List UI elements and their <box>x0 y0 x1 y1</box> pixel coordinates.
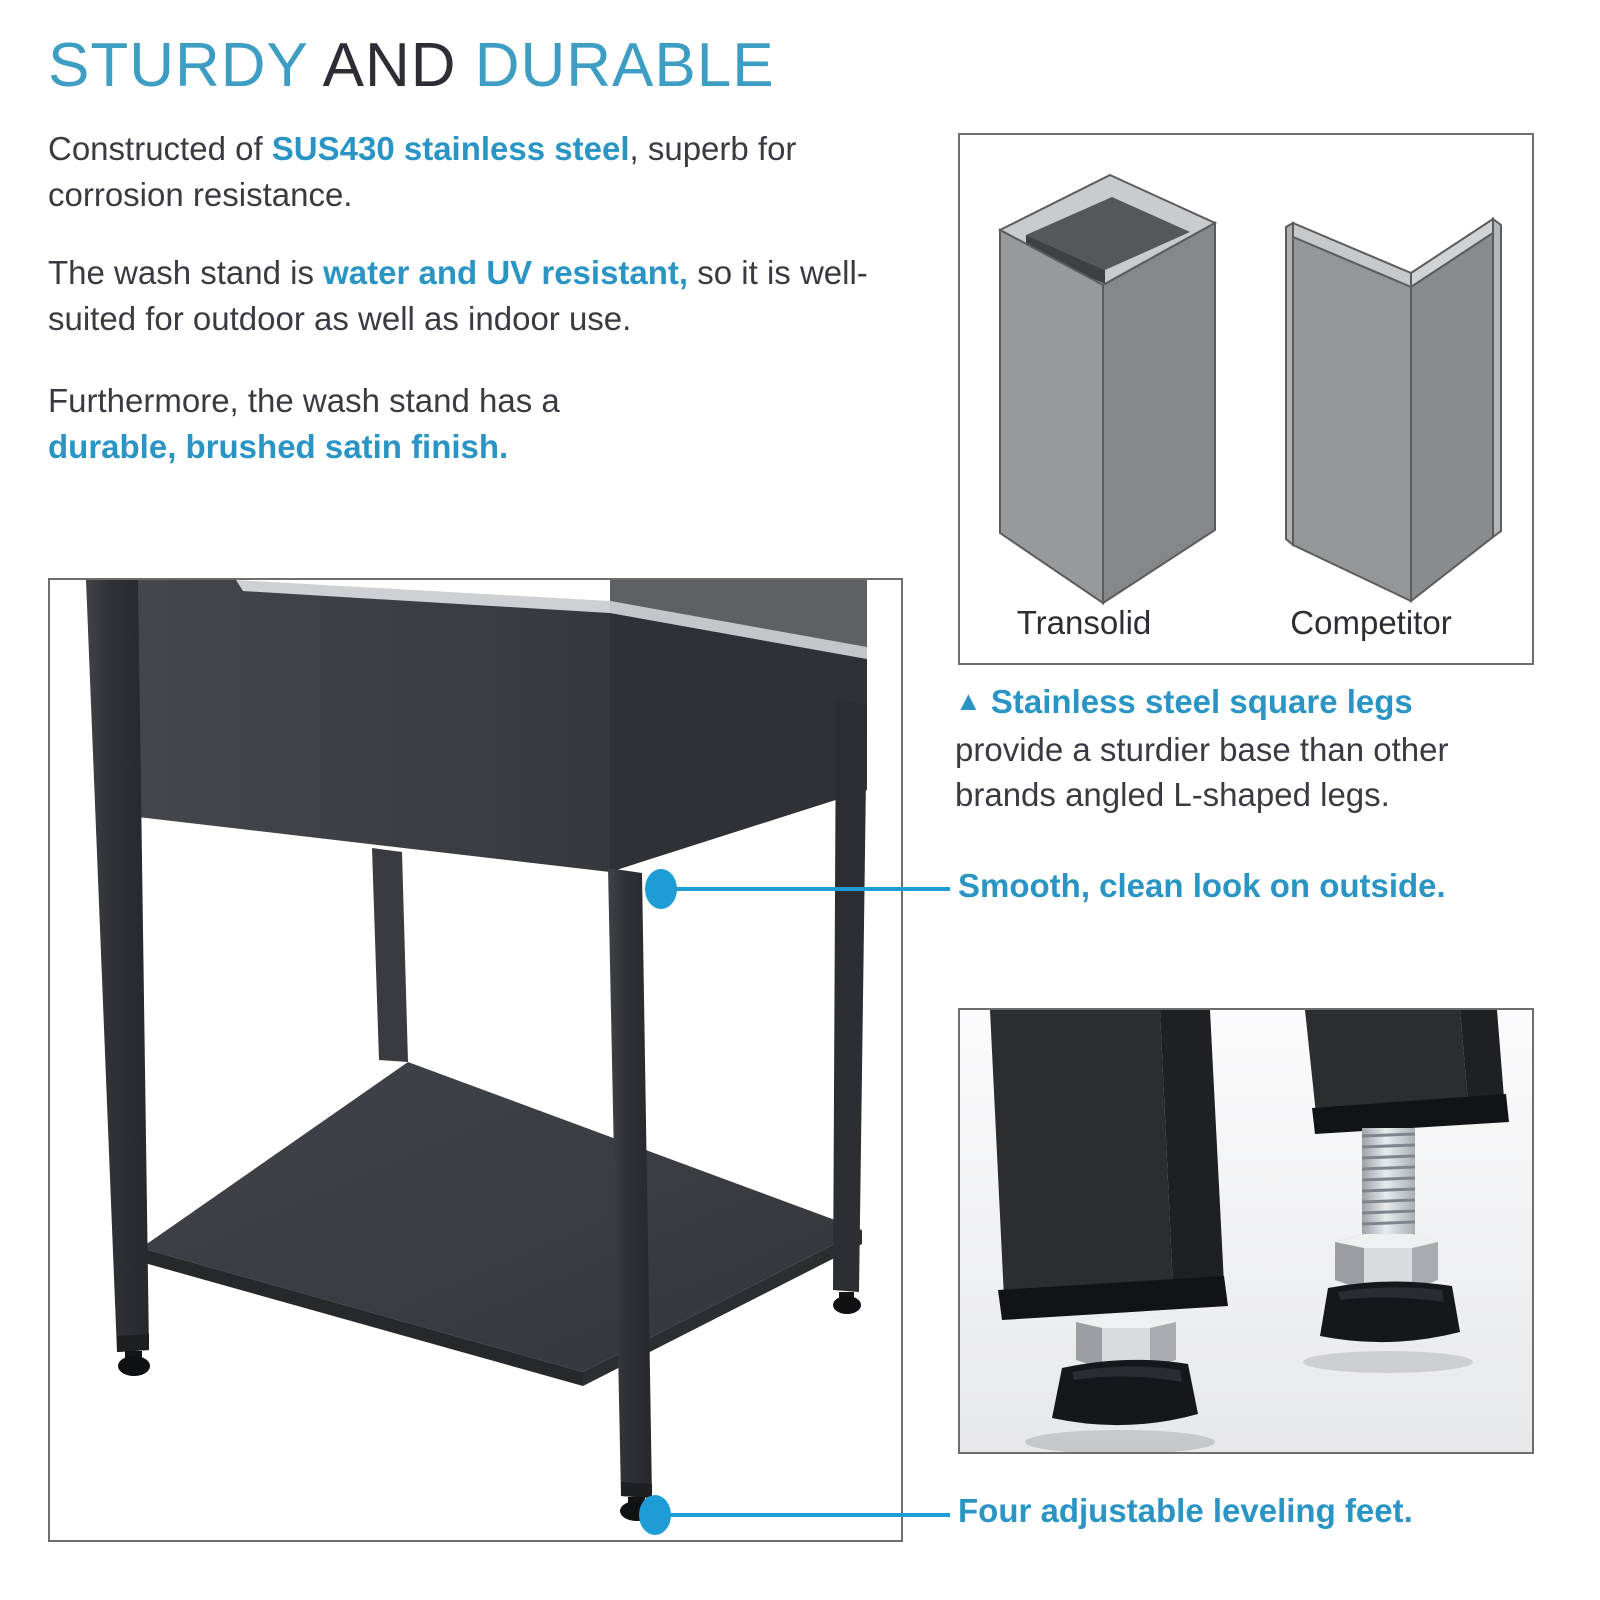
title-word-sturdy: STURDY <box>48 31 308 100</box>
l-shaped-leg-illustration <box>1286 219 1501 601</box>
paragraph-accent-text: water and UV resistant, <box>323 254 689 291</box>
paragraph-finish <box>48 378 900 470</box>
wash-stand-illustration <box>50 580 901 1540</box>
title-word-and: AND <box>307 31 475 100</box>
feet-callout-line <box>655 1513 950 1517</box>
note-line: brands angled L-shaped legs. <box>955 776 1390 813</box>
product-image-box <box>48 578 903 1542</box>
paragraph-text: , superb for corrosion resistance. <box>48 130 797 213</box>
paragraph-text: Furthermore, the wash stand has a <box>48 382 560 419</box>
paragraph-material <box>48 126 900 218</box>
feet-callout-dot <box>639 1495 671 1535</box>
note-line: provide a sturdier base than other <box>955 731 1449 768</box>
smooth-callout-label: Smooth, clean look on outside. <box>958 867 1446 904</box>
paragraph-resistance <box>48 250 900 342</box>
triangle-icon: ▲ <box>955 686 982 716</box>
smooth-callout-line <box>661 887 950 891</box>
title-word-durable: DURABLE <box>474 31 775 100</box>
paragraph-text: The wash stand is <box>48 254 324 291</box>
leg-comparison-illustration <box>960 135 1532 663</box>
transolid-label: Transolid <box>1016 604 1152 641</box>
paragraph-accent-text: durable, brushed satin finish. <box>48 428 509 465</box>
leveling-feet-illustration <box>960 1010 1532 1452</box>
square-leg-illustration <box>1000 175 1215 603</box>
paragraph-text: Constructed of <box>48 130 272 167</box>
competitor-label: Competitor <box>1290 604 1452 641</box>
square-legs-note <box>955 679 1540 817</box>
leg-comparison-box <box>958 133 1534 665</box>
smooth-callout-dot <box>645 869 677 909</box>
note-heading: Stainless steel square legs <box>981 683 1413 720</box>
paragraph-text: so it is well-suited for outdoor as well as indoor use. <box>48 254 868 337</box>
page-title <box>48 30 775 101</box>
paragraph-accent-text: SUS430 stainless steel <box>271 130 630 167</box>
feet-callout-label: Four adjustable leveling feet. <box>958 1492 1413 1529</box>
leveling-feet-photo-box <box>958 1008 1534 1454</box>
